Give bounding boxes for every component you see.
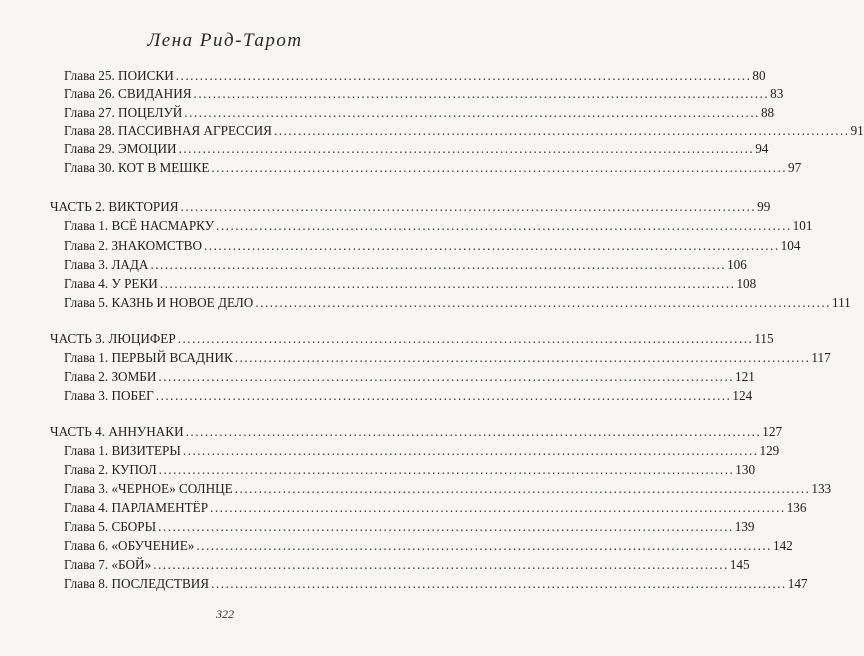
dot-leader: ........................................................................................................................ bbox=[180, 199, 757, 214]
toc-entry-title: ЧАСТЬ 3. ЛЮЦИФЕР bbox=[50, 331, 176, 346]
toc-entry-page: 80 bbox=[752, 68, 766, 83]
toc-entry-title: ЧАСТЬ 4. АННУНАКИ bbox=[50, 424, 184, 439]
dot-leader: ........................................................................................................................ bbox=[234, 350, 811, 365]
toc-entry-title: Глава 2. КУПОЛ bbox=[64, 462, 157, 477]
toc-entry-page: 129 bbox=[759, 443, 780, 458]
toc-entry-page: 124 bbox=[732, 388, 753, 403]
dot-leader: ........................................................................................................................ bbox=[158, 369, 735, 384]
toc-chapter-entry bbox=[64, 237, 801, 256]
toc-chapter-entry bbox=[64, 481, 832, 499]
toc-part-entry bbox=[50, 331, 774, 349]
toc-entry-title: Глава 3. ПОБЕГ bbox=[64, 388, 154, 403]
toc-entry-page: 104 bbox=[780, 237, 801, 253]
toc-chapter-entry bbox=[64, 275, 757, 294]
page-number: 322 bbox=[216, 607, 234, 621]
toc-chapter-entry bbox=[64, 538, 793, 556]
toc-entry-title: Глава 8. ПОСЛЕДСТВИЯ bbox=[64, 576, 210, 591]
dot-leader: ........................................................................................................................ bbox=[159, 275, 736, 291]
dot-leader: ........................................................................................................................ bbox=[177, 331, 754, 346]
toc-entry-page: 142 bbox=[772, 538, 793, 553]
toc-entry-title: Глава 2. ЗОМБИ bbox=[64, 369, 157, 384]
toc-entry-title: Глава 25. ПОИСКИ bbox=[64, 68, 174, 83]
toc-entry-page: 115 bbox=[754, 331, 774, 346]
toc-chapter-entry bbox=[64, 443, 780, 461]
dot-leader: ........................................................................................................................ bbox=[210, 500, 786, 515]
dot-leader: ........................................................................................................................ bbox=[204, 237, 780, 253]
toc-chapter-entry bbox=[64, 86, 784, 104]
toc-chapter-entry bbox=[64, 294, 851, 313]
toc-entry-title: Глава 3. ЛАДА bbox=[64, 256, 149, 272]
dot-leader: ........................................................................................................................ bbox=[255, 294, 831, 310]
toc-chapter-entry bbox=[64, 350, 831, 368]
running-title: Лена Рид-Тарот bbox=[147, 30, 303, 51]
toc-entry-title: Глава 7. «БОЙ» bbox=[64, 557, 152, 572]
toc-part-entry bbox=[50, 424, 783, 442]
dot-leader: ........................................................................................................................ bbox=[211, 576, 787, 591]
toc-entry-page: 99 bbox=[757, 199, 771, 214]
toc-chapter-entry bbox=[64, 68, 766, 86]
toc-entry-page: 145 bbox=[729, 557, 750, 572]
toc-entry-title: Глава 1. ВИЗИТЕРЫ bbox=[64, 443, 181, 458]
toc-chapter-entry bbox=[64, 218, 813, 236]
toc-entry-title: Глава 27. ПОЦЕЛУЙ bbox=[64, 104, 183, 120]
dot-leader: ........................................................................................................................ bbox=[158, 519, 734, 534]
dot-leader: ........................................................................................................................ bbox=[158, 462, 735, 477]
dot-leader: ........................................................................................................................ bbox=[184, 104, 760, 120]
toc-entry-page: 136 bbox=[786, 500, 807, 515]
toc-entry-page: 121 bbox=[735, 369, 755, 384]
toc-entry-page: 133 bbox=[811, 481, 832, 496]
toc-entry-title: Глава 5. СБОРЫ bbox=[64, 519, 157, 534]
toc-chapter-entry bbox=[64, 462, 756, 480]
toc-entry-title: ЧАСТЬ 2. ВИКТОРИЯ bbox=[50, 199, 179, 214]
dot-leader: ........................................................................................................................ bbox=[150, 256, 727, 272]
toc-entry-page: 117 bbox=[811, 350, 831, 365]
toc-entry-page: 91 bbox=[850, 122, 864, 138]
dot-leader: ........................................................................................................................ bbox=[196, 538, 772, 553]
toc-entry-page: 83 bbox=[770, 86, 784, 102]
toc-entry-title: Глава 29. ЭМОЦИИ bbox=[64, 141, 177, 157]
toc-chapter-entry bbox=[64, 388, 753, 406]
toc-chapter-entry bbox=[64, 159, 802, 178]
toc-entry-title: Глава 4. У РЕКИ bbox=[64, 275, 158, 291]
dot-leader: ........................................................................................................................ bbox=[155, 388, 732, 403]
toc-entry-title: Глава 5. КАЗНЬ И НОВОЕ ДЕЛО bbox=[64, 294, 254, 310]
toc-entry-page: 108 bbox=[736, 275, 757, 291]
toc-entry-title: Глава 3. «ЧЕРНОЕ» СОЛНЦЕ bbox=[64, 481, 233, 496]
dot-leader: ........................................................................................................................ bbox=[273, 122, 850, 138]
toc-entry-page: 127 bbox=[762, 424, 783, 439]
toc-entry-page: 139 bbox=[734, 519, 755, 534]
dot-leader: ........................................................................................................................ bbox=[211, 159, 788, 175]
toc-entry-title: Глава 1. ВСЁ НАСМАРКУ bbox=[64, 218, 215, 233]
dot-leader: ........................................................................................................................ bbox=[182, 443, 759, 458]
dot-leader: ........................................................................................................................ bbox=[216, 218, 792, 233]
toc-entry-page: 147 bbox=[787, 576, 808, 591]
toc-part-entry bbox=[50, 199, 771, 217]
toc-entry-page: 101 bbox=[792, 218, 813, 233]
toc-entry-page: 88 bbox=[760, 104, 775, 120]
toc-chapter-entry bbox=[64, 256, 747, 275]
toc-entry-title: Глава 28. ПАССИВНАЯ АГРЕССИЯ bbox=[64, 122, 272, 138]
toc-entry-page: 130 bbox=[735, 462, 756, 477]
toc-entry-page: 111 bbox=[831, 294, 851, 310]
toc-entry-page: 94 bbox=[755, 141, 769, 157]
toc-entry-title: Глава 4. ПАРЛАМЕНТЁР bbox=[64, 500, 209, 515]
toc-entry-title: Глава 26. СВИДАНИЯ bbox=[64, 86, 192, 102]
toc-chapter-entry bbox=[64, 141, 769, 159]
toc-entry-title: Глава 30. КОТ В МЕШКЕ bbox=[64, 159, 210, 175]
toc-chapter-entry bbox=[64, 104, 775, 123]
toc-entry-page: 106 bbox=[727, 256, 747, 272]
toc-entry-page: 97 bbox=[788, 159, 802, 175]
toc-chapter-entry bbox=[64, 557, 750, 575]
dot-leader: ........................................................................................................................ bbox=[175, 68, 752, 83]
toc-entry-title: Глава 1. ПЕРВЫЙ ВСАДНИК bbox=[64, 350, 233, 365]
toc-chapter-entry bbox=[64, 519, 755, 537]
toc-chapter-entry bbox=[64, 500, 807, 518]
dot-leader: ........................................................................................................................ bbox=[178, 141, 755, 157]
toc-entry-title: Глава 6. «ОБУЧЕНИЕ» bbox=[64, 538, 195, 553]
toc-chapter-entry bbox=[64, 576, 808, 594]
dot-leader: ........................................................................................................................ bbox=[234, 481, 811, 496]
toc-entry-title: Глава 2. ЗНАКОМСТВО bbox=[64, 237, 202, 253]
dot-leader: ........................................................................................................................ bbox=[153, 557, 729, 572]
dot-leader: ........................................................................................................................ bbox=[185, 424, 762, 439]
toc-chapter-entry bbox=[64, 369, 755, 387]
toc-chapter-entry bbox=[64, 122, 864, 141]
dot-leader: ........................................................................................................................ bbox=[193, 86, 770, 102]
